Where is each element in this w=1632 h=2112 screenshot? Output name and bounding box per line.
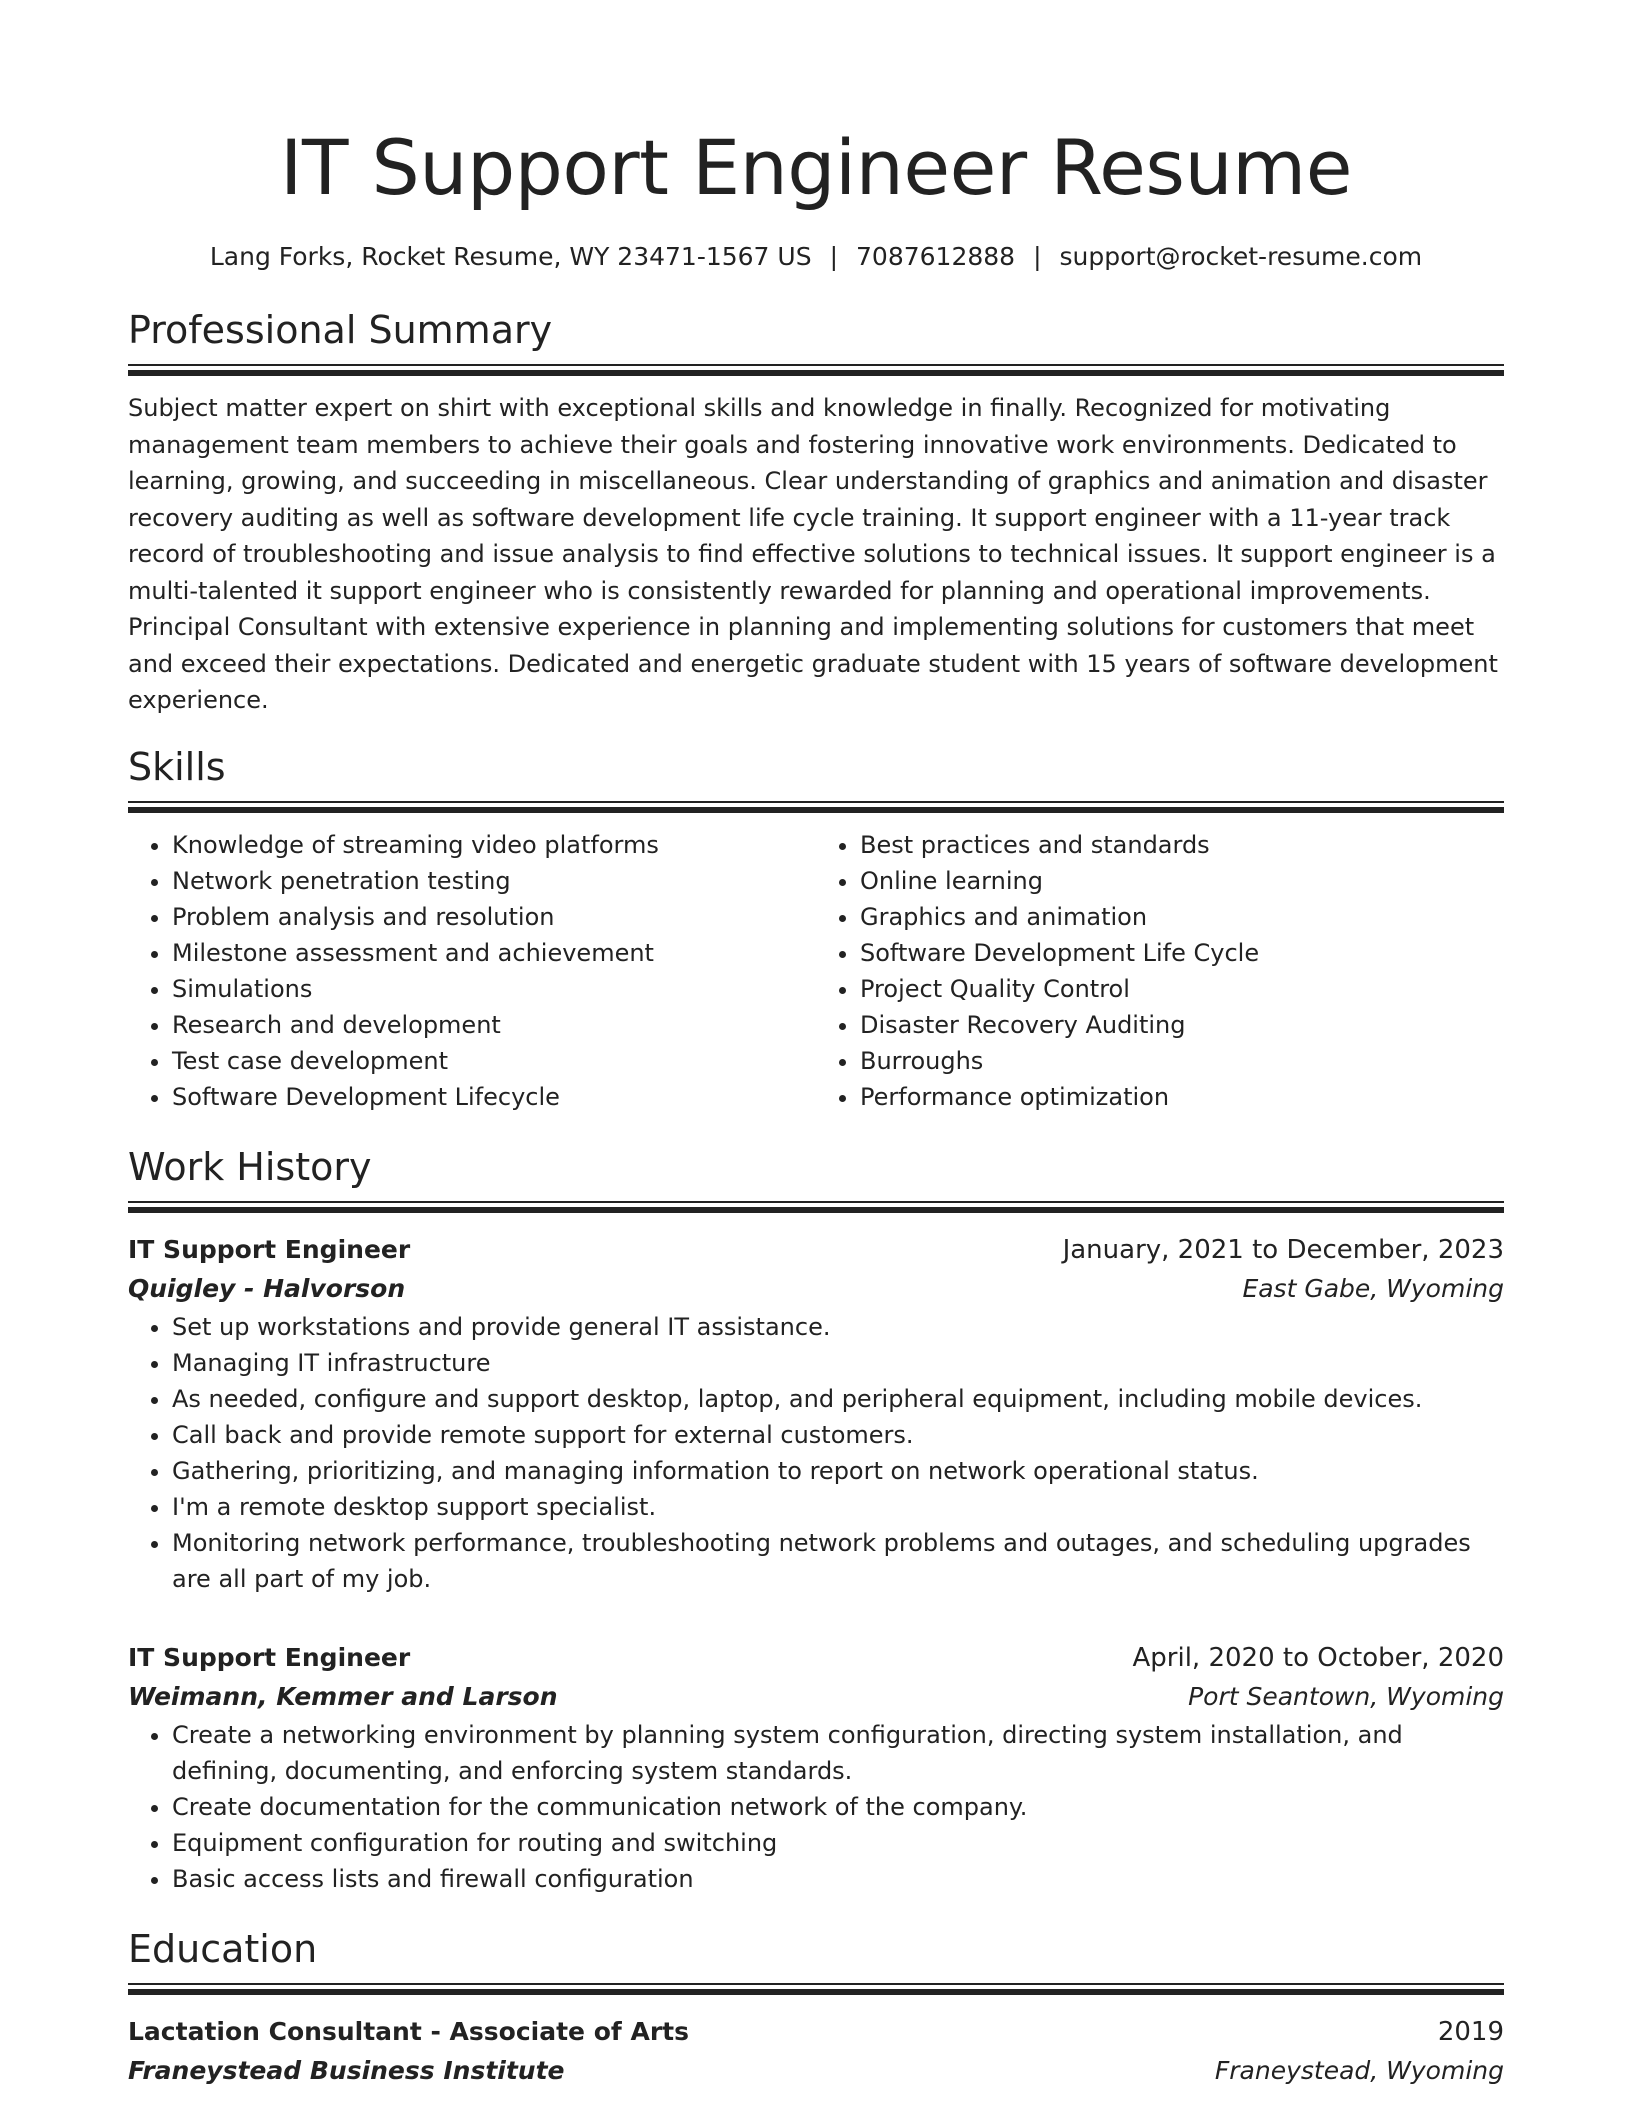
skill-item: • Simulations <box>172 971 816 1007</box>
job-entry <box>128 1231 1504 1597</box>
work-history-section <box>128 1143 1504 1897</box>
job-duty: • Managing IT infrastructure <box>172 1345 1504 1381</box>
job-dates: April, 2020 to October, 2020 <box>1132 1642 1504 1673</box>
job-company: Quigley - Halvorson <box>128 1273 406 1303</box>
skills-columns <box>128 827 1504 1115</box>
skill-item: • Burroughs <box>860 1043 1504 1079</box>
job-header <box>128 1231 1504 1269</box>
job-role: IT Support Engineer <box>128 1234 411 1264</box>
section-heading-work-history: Work History <box>128 1144 372 1189</box>
skill-item: • Graphics and animation <box>860 899 1504 935</box>
job-duty: • As needed, configure and support desktop, laptop, and peripheral equipment, including mobile devices. <box>172 1381 1504 1417</box>
contact-phone: 7087612888 <box>856 242 1016 271</box>
skill-item: • Research and development <box>172 1007 816 1043</box>
skills-list-right <box>816 827 1504 1115</box>
education-header <box>128 2013 1504 2051</box>
job-duty: • Equipment configuration for routing and switching <box>172 1825 1504 1861</box>
contact-address: Lang Forks, Rocket Resume, WY 23471-1567 US <box>209 242 812 271</box>
job-duty: • Create documentation for the communication network of the company. <box>172 1789 1504 1825</box>
job-location: East Gabe, Wyoming <box>1242 1273 1504 1303</box>
education-degree: Lactation Consultant - Associate of Arts <box>128 2016 689 2046</box>
education-entry <box>128 2013 1504 2091</box>
skill-item: • Software Development Lifecycle <box>172 1079 816 1115</box>
job-duty: • I'm a remote desktop support specialist. <box>172 1489 1504 1525</box>
job-duty: • Monitoring network performance, troubleshooting network problems and outages, and scheduling upgrades are all part of my job. <box>172 1525 1504 1597</box>
job-header <box>128 1639 1504 1677</box>
skill-item: • Online learning <box>860 863 1504 899</box>
education-subheader <box>128 2051 1504 2091</box>
skills-section <box>128 743 1504 1115</box>
education-school: Franeystead Business Institute <box>128 2055 565 2085</box>
contact-email[interactable]: support@rocket-resume.com <box>1059 242 1423 271</box>
job-subheader <box>128 1677 1504 1717</box>
section-divider <box>128 801 1504 813</box>
skill-item: • Network penetration testing <box>172 863 816 899</box>
section-heading-education: Education <box>128 1926 318 1971</box>
job-dates: January, 2021 to December, 2023 <box>1062 1234 1504 1265</box>
education-section <box>128 1925 1504 2091</box>
contact-separator: | <box>829 242 839 271</box>
section-divider <box>128 364 1504 376</box>
skill-item: • Problem analysis and resolution <box>172 899 816 935</box>
section-divider <box>128 1201 1504 1213</box>
section-heading-skills: Skills <box>128 744 226 789</box>
education-location: Franeystead, Wyoming <box>1214 2055 1504 2085</box>
skill-item: • Disaster Recovery Auditing <box>860 1007 1504 1043</box>
education-year: 2019 <box>1437 2016 1504 2047</box>
skill-item: • Milestone assessment and achievement <box>172 935 816 971</box>
job-subheader <box>128 1269 1504 1309</box>
skill-item: • Performance optimization <box>860 1079 1504 1115</box>
resume-title: IT Support Engineer Resume <box>280 123 1352 212</box>
contact-line <box>128 240 1504 274</box>
job-entry <box>128 1639 1504 1897</box>
section-heading-summary: Professional Summary <box>128 308 553 352</box>
job-duty: • Call back and provide remote support for external customers. <box>172 1417 1504 1453</box>
skill-item: • Knowledge of streaming video platforms <box>172 827 816 863</box>
job-duty: • Gathering, prioritizing, and managing information to report on network operational status. <box>172 1453 1504 1489</box>
skill-item: • Test case development <box>172 1043 816 1079</box>
job-company: Weimann, Kemmer and Larson <box>128 1681 558 1711</box>
skill-item: • Best practices and standards <box>860 827 1504 863</box>
skill-item: • Software Development Life Cycle <box>860 935 1504 971</box>
summary-section <box>128 306 1504 719</box>
contact-separator: | <box>1033 242 1042 271</box>
job-duty: • Create a networking environment by planning system configuration, directing system installation, and defining, documenting, and enforcing system standards. <box>172 1717 1504 1789</box>
job-duty: • Basic access lists and firewall configuration <box>172 1861 1504 1897</box>
summary-text: Subject matter expert on shirt with exceptional skills and knowledge in finally. Recognized for motivating management team members to achieve their goals and fostering innovative work environments. Dedicated to learning, growing, and succeeding in miscellaneous. Clear understanding of graphics and animation and disaster recovery auditing as well as software development life cycle training. It support engineer with a 11-year track record of troubleshooting and issue analysis to find effective solutions to technical issues. It support engineer is a multi-talented it support engineer who is consistently rewarded for planning and operational improvements. Principal Consultant with extensive experience in planning and implementing solutions for customers that meet and exceed their expectations. Dedicated and energetic graduate student with 15 years of software development experience. <box>128 394 1498 714</box>
skills-list-left <box>128 827 816 1115</box>
job-duties-list <box>128 1717 1504 1897</box>
skill-item: • Project Quality Control <box>860 971 1504 1007</box>
job-location: Port Seantown, Wyoming <box>1188 1681 1504 1711</box>
job-duty: • Set up workstations and provide general IT assistance. <box>172 1309 1504 1345</box>
job-role: IT Support Engineer <box>128 1642 411 1672</box>
job-duties-list <box>128 1309 1504 1597</box>
section-divider <box>128 1983 1504 1995</box>
